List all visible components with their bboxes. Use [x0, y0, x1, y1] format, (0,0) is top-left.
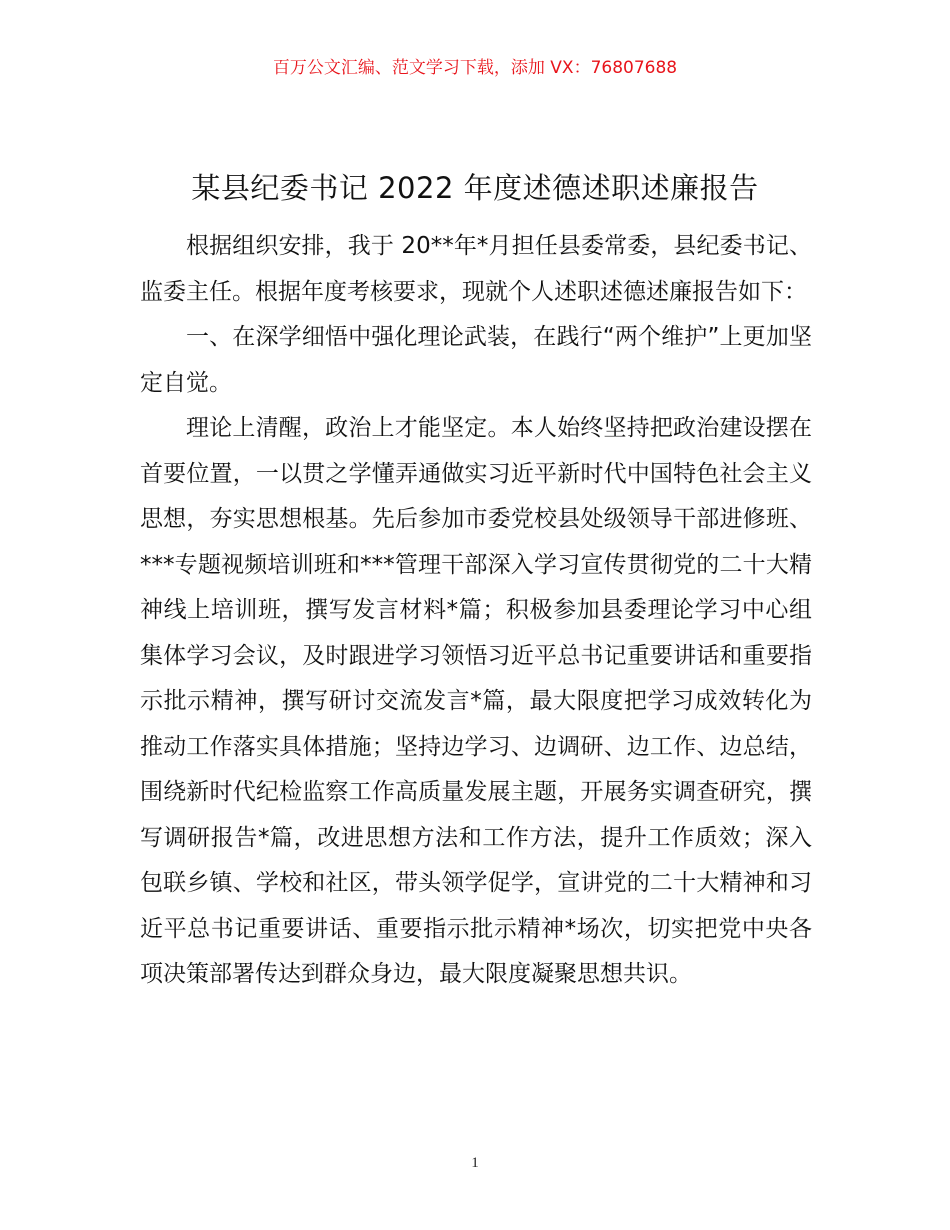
paragraph-intro: 根据组织安排，我于 20**年*月担任县委常委，县纪委书记、监委主任。根据年度考核要求，现就个人述职述德述廉报告如下：: [140, 233, 812, 305]
document-title: 某县纪委书记 2022 年度述德述职述廉报告: [191, 171, 759, 205]
paragraph-theory-study: 理论上清醒，政治上才能坚定。本人始终坚持把政治建设摆在首要位置，一以贯之学懂弄通做实习近平新时代中国特色社会主义思想，夯实思想根基。先后参加市委党校县处级领导干部进修班、***专题视频培训班和***管理干部深入学习宣传贯彻党的二十大精神线上培训班，撰写发言材料*篇；积极参加县委理论学习中心组集体学习会议，及时跟进学习领悟习近平总书记重要讲话和重要指示批示精神，撰写研讨交流发言*篇，最大限度把学习成效转化为推动工作落实具体措施；坚持边学习、边调研、边工作、边总结，围绕新时代纪检监察工作高质量发展主题，开展务实调查研究，撰写调研报告*篇，改进思想方法和工作方法，提升工作质效；深入包联乡镇、学校和社区，带头领学促学，宣讲党的二十大精神和习近平总书记重要讲话、重要指示批示精神*场次，切实把党中央各项决策部署传达到群众身边，最大限度凝聚思想共识。: [140, 415, 812, 987]
page-number: 1: [471, 1155, 479, 1171]
document-body: [140, 224, 812, 998]
paragraph-section-heading: 一、在深学细悟中强化理论武装，在践行“两个维护”上更加坚定自觉。: [140, 324, 812, 396]
header-banner: 百万公文汇编、范文学习下载，添加 VX：76807688: [272, 58, 678, 78]
